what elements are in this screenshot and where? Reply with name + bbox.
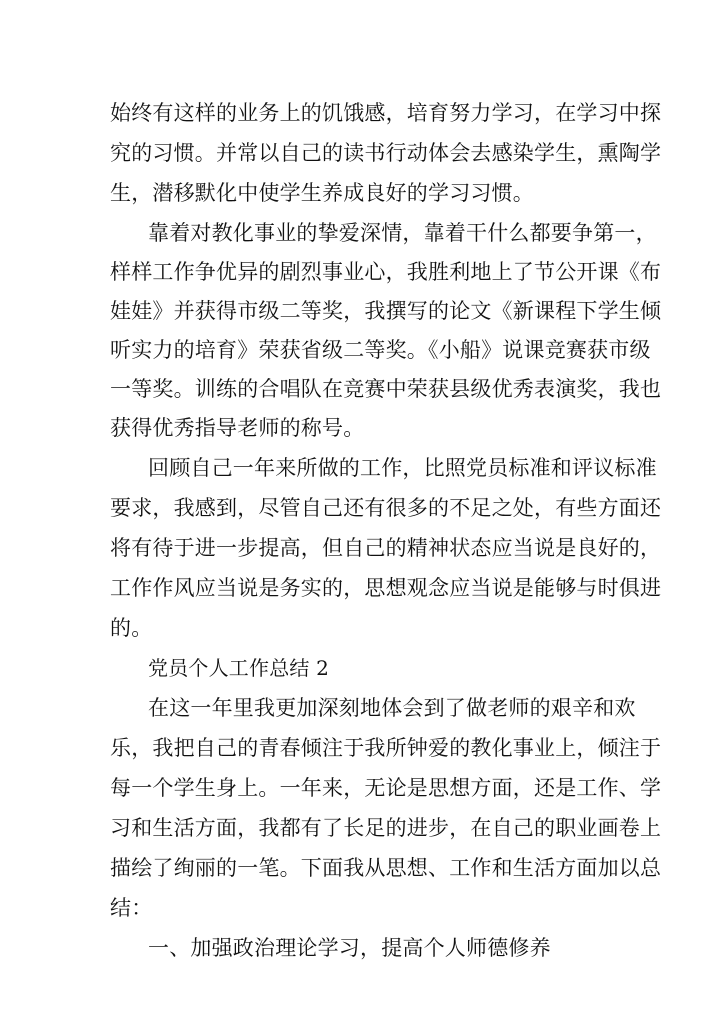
- section-title: 党员个人工作总结 2: [148, 656, 330, 680]
- text-line: 究的习惯。并常以自己的读书行动体会去感染学生，熏陶学: [110, 141, 662, 165]
- text-line: 要求，我感到，尽管自己还有很多的不足之处，有些方面还: [110, 496, 662, 520]
- text-line: 习和生活方面，我都有了长足的进步，在自己的职业画卷上: [110, 816, 662, 840]
- text-line: 描绘了绚丽的一笔。下面我从思想、工作和生活方面加以总: [110, 856, 662, 880]
- text-line: 工作作风应当说是务实的，思想观念应当说是能够与时俱进: [110, 576, 662, 600]
- paragraph-first-line: 靠着对教化事业的挚爱深情，靠着干什么都要争第一，: [148, 221, 657, 245]
- text-line: 生，潜移默化中使学生养成良好的学习习惯。: [110, 181, 534, 205]
- text-line: 结：: [110, 896, 153, 920]
- text-line: 乐，我把自己的青春倾注于我所钟爱的教化事业上，倾注于: [110, 736, 662, 760]
- text-line: 的。: [110, 616, 153, 640]
- subsection-heading: 一、加强政治理论学习，提高个人师德修养: [148, 936, 551, 960]
- text-line: 始终有这样的业务上的饥饿感，培育努力学习，在学习中探: [110, 101, 662, 125]
- text-line: 样样工作争优异的剧烈事业心，我胜利地上了节公开课《布: [110, 260, 662, 284]
- text-line: 听实力的培育》荣获省级二等奖。《小船》说课竞赛获市级: [110, 338, 651, 362]
- text-line: 一等奖。训练的合唱队在竞赛中荣获县级优秀表演奖，我也: [110, 377, 662, 401]
- text-line: 娃娃》并获得市级二等奖，我撰写的论文《新课程下学生倾: [110, 299, 662, 323]
- paragraph-first-line: 在这一年里我更加深刻地体会到了做老师的艰辛和欢: [148, 696, 636, 720]
- text-line: 将有待于进一步提高，但自己的精神状态应当说是良好的，: [110, 536, 662, 560]
- text-line: 每一个学生身上。一年来，无论是思想方面，还是工作、学: [110, 776, 662, 800]
- text-line: 获得优秀指导老师的称号。: [110, 416, 365, 440]
- paragraph-first-line: 回顾自己一年来所做的工作，比照党员标准和评议标准: [148, 456, 657, 480]
